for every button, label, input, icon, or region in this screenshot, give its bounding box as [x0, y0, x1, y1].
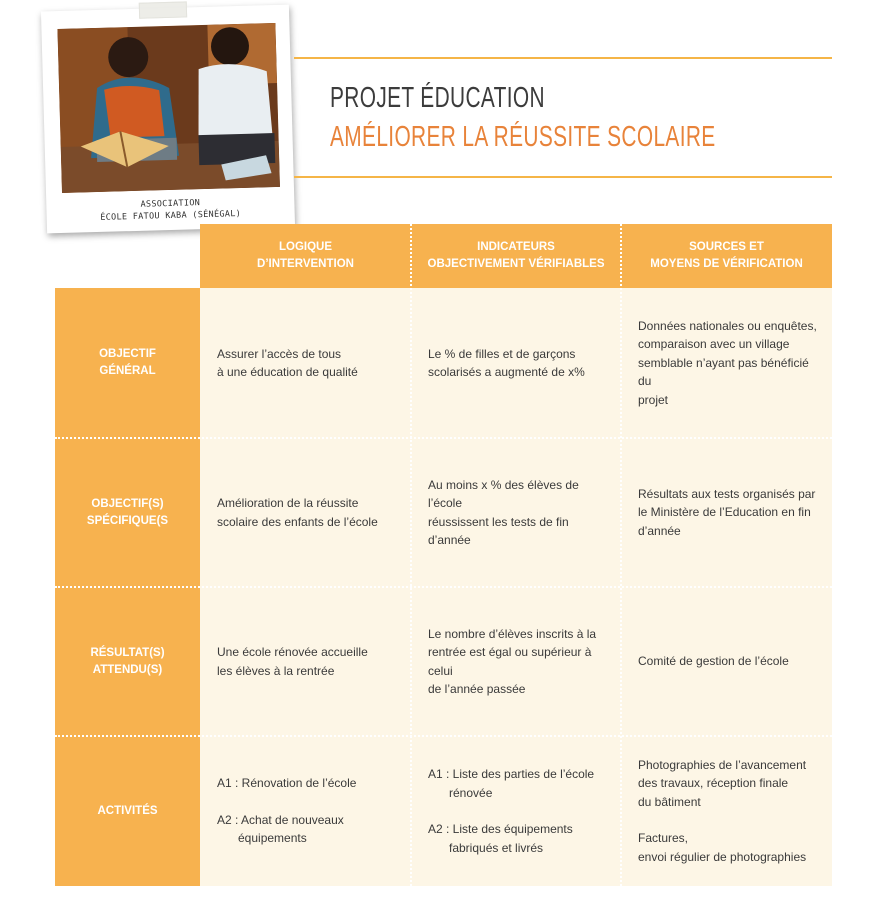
photo-illustration	[57, 23, 279, 193]
activity-indicator-a2: A2 : Liste des équipements fabriqués et livrés	[428, 822, 573, 855]
cell-text: Amélioration de la réussite scolaire des enfants de l’école	[217, 496, 378, 529]
cell-activity-logic	[200, 736, 411, 886]
row-label-expected-results: RÉSULTAT(S) ATTENDU(S)	[55, 587, 200, 736]
title-bottom-rule	[294, 176, 832, 178]
cell-result-source	[621, 587, 832, 736]
column-separator	[410, 224, 412, 886]
cell-activity-source	[621, 736, 832, 886]
cell-text: Assurer l’accès de tous à une éducation de qualité	[217, 346, 358, 379]
cell-text: Au moins x % des élèves de l’école réussissent les tests de fin d’année	[428, 477, 579, 547]
row-separator	[55, 586, 832, 588]
page-subtitle: AMÉLIORER LA RÉUSSITE SCOLAIRE	[330, 121, 716, 153]
cell-general-logic	[200, 288, 411, 438]
cell-general-source	[621, 288, 832, 438]
column-header-indicators: INDICATEURS OBJECTIVEMENT VÉRIFIABLES	[411, 224, 621, 288]
cell-result-logic	[200, 587, 411, 736]
activity-source-2: Factures, envoi régulier de photographies	[638, 831, 807, 864]
column-header-sources: SOURCES ET MOYENS DE VÉRIFICATION	[621, 224, 832, 288]
children-reading-photo	[57, 23, 279, 193]
activity-list	[217, 774, 356, 848]
photo-frame	[41, 5, 295, 234]
caption-line-2: ÉCOLE FATOU KABA (SÉNÉGAL)	[100, 208, 242, 223]
cell-text: Le nombre d’élèves inscrits à la rentrée est égal ou supérieur à celui de l’année passée	[428, 626, 597, 696]
title-top-rule	[294, 57, 832, 59]
cell-text: Résultats aux tests organisés par le Ministère de l’Education en fin d’année	[638, 486, 816, 538]
cell-result-indicator	[411, 587, 621, 736]
row-label-activities: ACTIVITÉS	[55, 736, 200, 886]
activity-source-list	[638, 756, 806, 867]
row-label-specific-objectives: OBJECTIF(S) SPÉCIFIQUE(S	[55, 438, 200, 587]
cell-specific-logic	[200, 438, 411, 587]
caption-line-1: ASSOCIATION	[140, 198, 201, 210]
cell-text: Comité de gestion de l’école	[638, 654, 789, 669]
activity-a1: A1 : Rénovation de l’école	[217, 776, 357, 791]
cell-text: Le % de filles et de garçons scolarisés a augmenté de x%	[428, 346, 585, 379]
cell-specific-source	[621, 438, 832, 587]
cell-text: Données nationales ou enquêtes, comparaison avec un village semblable n’ayant pas bénéficié du projet	[638, 318, 817, 407]
row-label-general-objective: OBJECTIF GÉNÉRAL	[55, 288, 200, 438]
tape-strip	[139, 1, 187, 18]
column-header-logic: LOGIQUE D’INTERVENTION	[200, 224, 411, 288]
row-separator	[55, 437, 832, 439]
photo-caption	[46, 195, 295, 226]
row-separator	[55, 735, 832, 737]
activity-indicator-a1: A1 : Liste des parties de l’école rénovée	[428, 767, 595, 800]
cell-activity-indicator	[411, 736, 621, 886]
cell-text: Une école rénovée accueille les élèves à la rentrée	[217, 645, 368, 678]
page-title: PROJET ÉDUCATION	[330, 82, 545, 114]
activity-a2: A2 : Achat de nouveaux équipements	[217, 812, 344, 846]
logframe-table	[55, 224, 832, 886]
activity-source-1: Photographies de l’avancement des travaux, réception finale du bâtiment	[638, 757, 807, 809]
cell-specific-indicator	[411, 438, 621, 587]
cell-general-indicator	[411, 288, 621, 438]
activity-indicator-list	[428, 765, 594, 857]
column-separator	[620, 224, 622, 886]
